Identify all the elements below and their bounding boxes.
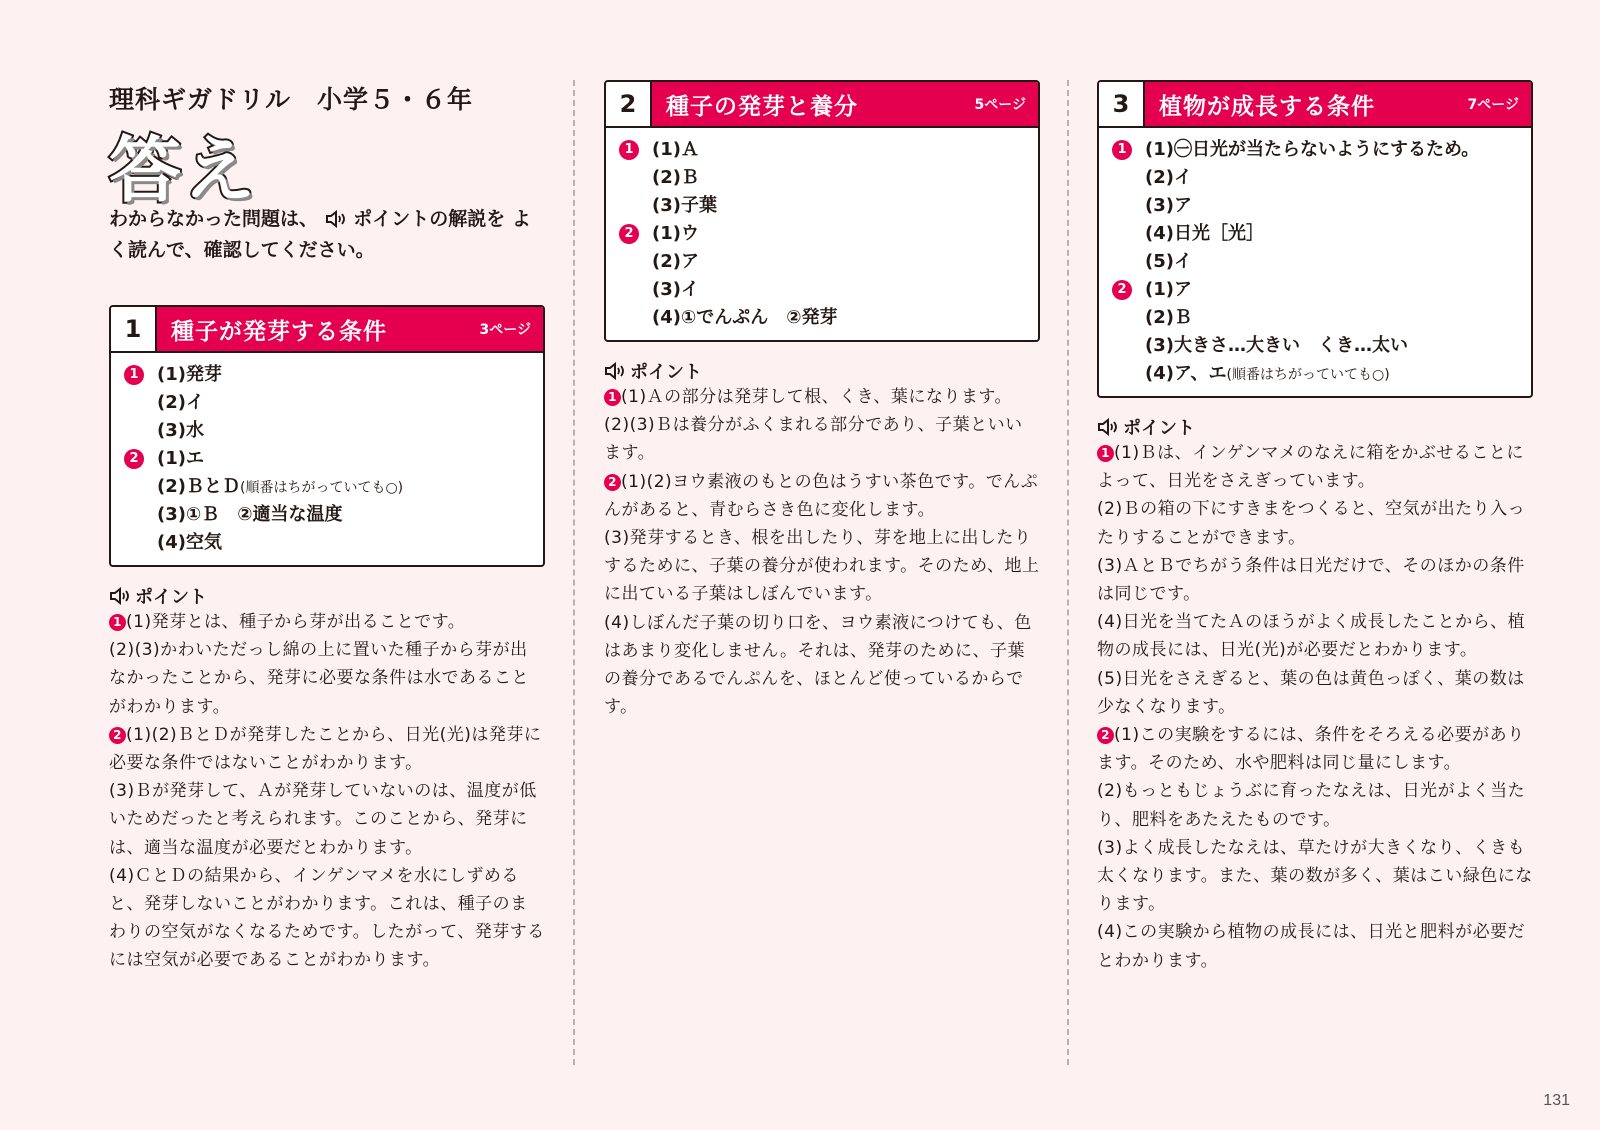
- answer-text: (4)空気: [157, 532, 222, 553]
- intro-before: わからなかった問題は、: [109, 208, 319, 230]
- answer-list: [111, 353, 543, 565]
- point-paragraph: [1097, 495, 1533, 551]
- answer-text: (3)イ: [652, 279, 699, 300]
- point-heading: [604, 358, 702, 384]
- point-text: (4)しぼんだ子葉の切り口を、ヨウ素液につけても、色はあまり変化しません。それは、発芽のために、子葉の養分であるでんぷんを、ほとんど使っているからです。: [604, 612, 1032, 718]
- point-paragraph: [604, 383, 1040, 411]
- point-explanations: [604, 383, 1040, 721]
- question-number-badge: 2: [109, 727, 126, 744]
- answer-list: [606, 128, 1038, 340]
- answer-text: (3)子葉: [652, 195, 717, 216]
- answer-text: (2)ＢとＤ: [157, 476, 240, 497]
- column-divider-2: [1067, 80, 1069, 1065]
- answer-text: (2)イ: [1145, 167, 1192, 188]
- answer-item: [1109, 276, 1531, 304]
- answer-item: [616, 192, 1038, 220]
- point-text: (1)(2)ＢとＤが発芽したことから、日光(光)は発芽に必要な条件ではないことがわかります。: [109, 724, 542, 774]
- intro-after: の解説を よく読んで、確認してください。: [109, 208, 531, 261]
- answer-text: (1)㊀日光が当たらないようにするため。: [1145, 139, 1480, 160]
- point-heading: [109, 583, 207, 609]
- answer-item: [1109, 164, 1531, 192]
- answer-item: [1109, 360, 1531, 388]
- section-title: 植物が成長する条件: [1159, 93, 1375, 120]
- answer-box-2: [604, 80, 1040, 342]
- answer-item: [1109, 220, 1531, 248]
- answer-item: [1109, 136, 1531, 164]
- question-number-badge: 2: [1097, 727, 1114, 744]
- answer-item: [121, 445, 543, 473]
- point-paragraph: [109, 777, 545, 862]
- point-text: (2)(3)Ｂは養分がふくまれる部分であり、子葉といいます。: [604, 415, 1023, 464]
- answer-text: (1)発芽: [157, 364, 222, 385]
- answer-item: [121, 417, 543, 445]
- point-paragraph: [604, 468, 1040, 524]
- point-paragraph: [604, 609, 1040, 722]
- section-page: 5ページ: [974, 97, 1026, 113]
- point-paragraph: [1097, 777, 1533, 833]
- answer-text: (3)水: [157, 420, 204, 441]
- answer-item: [121, 361, 543, 389]
- answer-text: (2)Ｂ: [652, 167, 699, 188]
- point-text: (4)この実験から植物の成長には、日光と肥料が必要だとわかります。: [1097, 922, 1526, 971]
- section-number: 1: [111, 307, 157, 351]
- point-text: (2)もっともじょうぶに育ったなえは、日光がよく当たり、肥料をあたえたものです。: [1097, 781, 1526, 830]
- point-paragraph: [1097, 721, 1533, 777]
- answer-note: (順番はちがっていても○): [239, 480, 404, 496]
- point-text: (2)(3)かわいただっし綿の上に置いた種子から芽が出なかったことから、発芽に必要な条件は水であることがわかります。: [109, 640, 529, 717]
- answer-text: (4)日光［光］: [1145, 223, 1264, 244]
- answer-box-3: [1097, 80, 1533, 398]
- question-number-badge: 2: [619, 224, 639, 244]
- answer-text: (4)①でんぷん ②発芽: [652, 307, 838, 328]
- question-number-badge: 2: [1112, 280, 1132, 300]
- point-text: (1)この実験をするには、条件をそろえる必要があります。そのため、水や肥料は同じ量にします。: [1097, 725, 1525, 774]
- point-paragraph: [1097, 834, 1533, 919]
- answer-item: [1109, 248, 1531, 276]
- question-number-badge: 2: [124, 449, 144, 469]
- point-label: ポイント: [135, 587, 207, 608]
- speaker-icon: [325, 210, 347, 228]
- intro-point: ポイント: [353, 208, 430, 230]
- answer-text: (2)イ: [157, 392, 204, 413]
- answer-list: [1099, 128, 1531, 396]
- section-number: 3: [1099, 82, 1145, 126]
- question-number-badge: 1: [1112, 140, 1132, 160]
- point-paragraph: [1097, 918, 1533, 974]
- answer-item: [121, 389, 543, 417]
- point-text: (3)ＡとＢでちがう条件は日光だけで、そのほかの条件は同じです。: [1097, 555, 1525, 605]
- answer-item: [121, 473, 543, 501]
- point-heading: [1097, 414, 1195, 440]
- point-explanations: [109, 608, 545, 975]
- point-paragraph: [1097, 665, 1533, 721]
- answer-text: (2)ア: [652, 251, 699, 272]
- answer-item: [1109, 332, 1531, 360]
- point-text: (3)Ｂが発芽して、Ａが発芽していないのは、温度が低いためだったと考えられます。このことから、発芽には、適当な温度が必要だとわかります。: [109, 781, 537, 858]
- answer-box-header: [111, 307, 543, 353]
- answer-text: (3)①Ｂ ②適当な温度: [157, 504, 343, 525]
- answer-text: (2)Ｂ: [1145, 307, 1192, 328]
- answer-item: [616, 220, 1038, 248]
- section-page: 7ページ: [1467, 97, 1519, 113]
- point-paragraph: [604, 411, 1040, 467]
- section-title: 種子の発芽と養分: [666, 93, 858, 120]
- answer-text: (1)エ: [157, 448, 204, 469]
- point-paragraph: [109, 721, 545, 777]
- point-text: (1)Ｂは、インゲンマメのなえに箱をかぶせることによって、日光をさえぎっています。: [1097, 443, 1524, 492]
- point-text: (4)ＣとＤの結果から、インゲンマメを水にしずめると、発芽しないことがわかります。これは、種子のまわりの空気がなくなるためです。したがって、発芽するには空気が必要であることがわかります。: [109, 865, 545, 971]
- question-number-badge: 1: [604, 389, 621, 406]
- point-text: (1)(2)ヨウ素液のもとの色はうすい茶色です。でんぷんがあると、青むらさき色に変化します。: [604, 471, 1039, 520]
- point-explanations: [1097, 439, 1533, 975]
- answer-text: (3)ア: [1145, 195, 1192, 216]
- answer-item: [121, 501, 543, 529]
- answer-text: (4)ア、エ: [1145, 363, 1227, 384]
- point-label: ポイント: [1123, 418, 1195, 439]
- answer-item: [616, 276, 1038, 304]
- question-number-badge: 1: [109, 614, 126, 631]
- answer-item: [1109, 304, 1531, 332]
- question-number-badge: 1: [124, 365, 144, 385]
- point-text: (1)発芽とは、種子から芽が出ることです。: [126, 612, 466, 632]
- answer-text: (3)大きさ…大きい くき…太い: [1145, 335, 1408, 356]
- point-label: ポイント: [630, 362, 702, 383]
- page-number: 131: [1543, 1092, 1570, 1109]
- page-title: 答え: [109, 128, 258, 212]
- answer-text: (1)Ａ: [652, 139, 699, 160]
- point-paragraph: [109, 636, 545, 721]
- answer-box-header: [1099, 82, 1531, 128]
- intro-text: [109, 204, 539, 266]
- point-paragraph: [109, 608, 545, 636]
- point-paragraph: [109, 862, 545, 975]
- answer-item: [121, 529, 543, 557]
- answer-text: (5)イ: [1145, 251, 1192, 272]
- answer-item: [616, 136, 1038, 164]
- answer-box-1: [109, 305, 545, 567]
- answer-box-header: [606, 82, 1038, 128]
- section-page: 3ページ: [479, 322, 531, 338]
- point-text: (4)日光を当てたＡのほうがよく成長したことから、植物の成長には、日光(光)が必要だとわかります。: [1097, 612, 1526, 661]
- speaker-icon: [1097, 418, 1119, 436]
- question-number-badge: 2: [604, 474, 621, 491]
- speaker-icon: [604, 362, 626, 380]
- brand-title: 理科ギガドリル 小学５・６年: [109, 85, 474, 114]
- answer-text: (1)ウ: [652, 223, 699, 244]
- question-number-badge: 1: [1097, 445, 1114, 462]
- point-text: (5)日光をさえぎると、葉の色は黄色っぽく、葉の数は少なくなります。: [1097, 668, 1525, 717]
- answer-item: [616, 164, 1038, 192]
- point-paragraph: [604, 524, 1040, 609]
- point-text: (2)Ｂの箱の下にすきまをつくると、空気が出たり入ったりすることができます。: [1097, 499, 1526, 548]
- point-text: (1)Ａの部分は発芽して根、くき、葉になります。: [621, 387, 1013, 407]
- answer-item: [1109, 192, 1531, 220]
- section-number: 2: [606, 82, 652, 126]
- answer-item: [616, 304, 1038, 332]
- section-title: 種子が発芽する条件: [171, 318, 387, 345]
- answer-text: (1)ア: [1145, 279, 1192, 300]
- question-number-badge: 1: [619, 140, 639, 160]
- speaker-icon: [109, 587, 131, 605]
- answer-item: [616, 248, 1038, 276]
- point-text: (3)発芽するとき、根を出したり、芽を地上に出したりするために、子葉の養分が使われます。そのため、地上に出ている子葉はしぼんでいます。: [604, 528, 1040, 605]
- point-paragraph: [1097, 439, 1533, 495]
- column-divider-1: [573, 80, 575, 1065]
- point-paragraph: [1097, 552, 1533, 608]
- point-text: (3)よく成長したなえは、草たけが大きくなり、くきも太くなります。また、葉の数が多く、葉はこい緑色になります。: [1097, 837, 1533, 915]
- point-paragraph: [1097, 608, 1533, 664]
- answer-note: (順番はちがっていても○): [1226, 367, 1390, 383]
